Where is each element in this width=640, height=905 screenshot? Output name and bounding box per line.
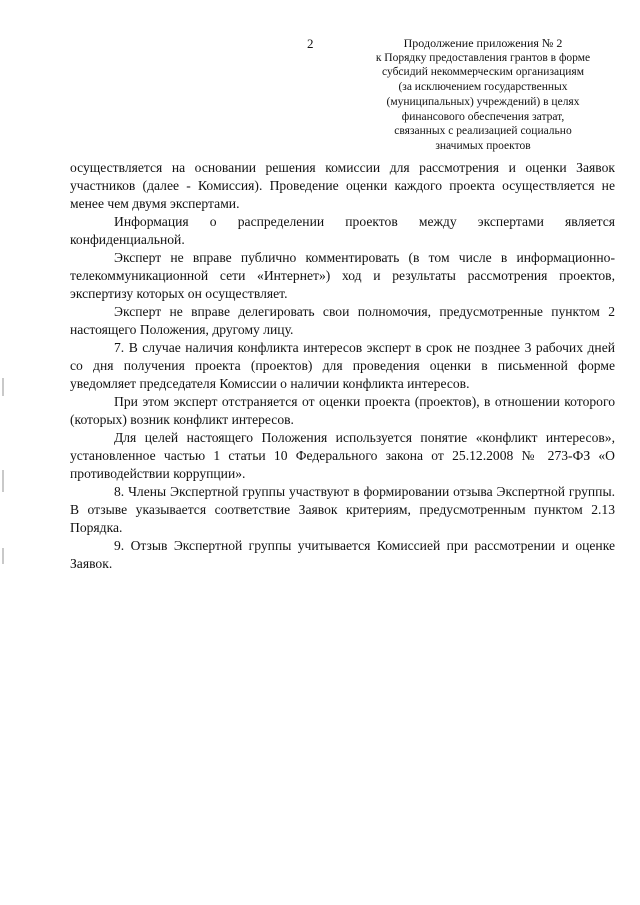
scan-margin-mark xyxy=(2,378,4,396)
body-paragraph: 8. Члены Экспертной группы участвуют в формировании отзыва Экспертной группы. В отзыве указывается соответствие Заявок критериям, предусмотренным пунктом 2.13 Порядка. xyxy=(70,484,615,535)
body-paragraph: 9. Отзыв Экспертной группы учитывается Комиссией при рассмотрении и оценке Заявок. xyxy=(70,538,615,571)
header-line: связанных с реализацией социально xyxy=(394,125,572,138)
header-line: субсидий некоммерческим организациям xyxy=(382,66,584,79)
header-line: Продолжение приложения № 2 xyxy=(403,36,563,50)
header-line: (за исключением государственных xyxy=(398,81,568,94)
document-body xyxy=(70,159,615,573)
header-line: финансового обеспечения затрат, xyxy=(401,110,565,123)
header-line: (муниципальных) учреждений) в целях xyxy=(386,95,580,108)
body-paragraph: Эксперт не вправе публично комментировать (в том числе в информационно-телекоммуникационной сети «Интернет») ход и результаты рассмотрения проектов, экспертизу которых он осуществляет. xyxy=(70,250,615,301)
body-paragraph: Информация о распределении проектов между экспертами является конфиденциальной. xyxy=(70,214,615,247)
body-paragraph: осуществляется на основании решения комиссии для рассмотрения и оценки Заявок участников (далее - Комиссия). Проведение оценки каждого проекта осуществляется не менее чем двумя экспертами. xyxy=(70,160,615,211)
header-line: к Порядку предоставления грантов в форме xyxy=(375,51,591,64)
scan-margin-mark xyxy=(2,470,4,492)
appendix-header xyxy=(352,36,614,154)
body-paragraph: Для целей настоящего Положения используется понятие «конфликт интересов», установленное частью 1 статьи 10 Федерального закона от 25.12.2008 № 273-ФЗ «О противодействии коррупции». xyxy=(70,430,615,481)
header-line: значимых проектов xyxy=(435,139,531,152)
body-paragraph: 7. В случае наличия конфликта интересов эксперт в срок не позднее 3 рабочих дней со дня получения проекта (проектов) для проведения оценки в письменной форме уведомляет председателя Комиссии о наличии конфликта интересов. xyxy=(70,340,615,391)
body-paragraph: При этом эксперт отстраняется от оценки проекта (проектов), в отношении которого (которых) возник конфликт интересов. xyxy=(70,394,615,427)
body-paragraph: Эксперт не вправе делегировать свои полномочия, предусмотренные пунктом 2 настоящего Положения, другому лицу. xyxy=(70,304,615,337)
scan-margin-mark xyxy=(2,548,4,564)
page-number: 2 xyxy=(307,36,314,51)
